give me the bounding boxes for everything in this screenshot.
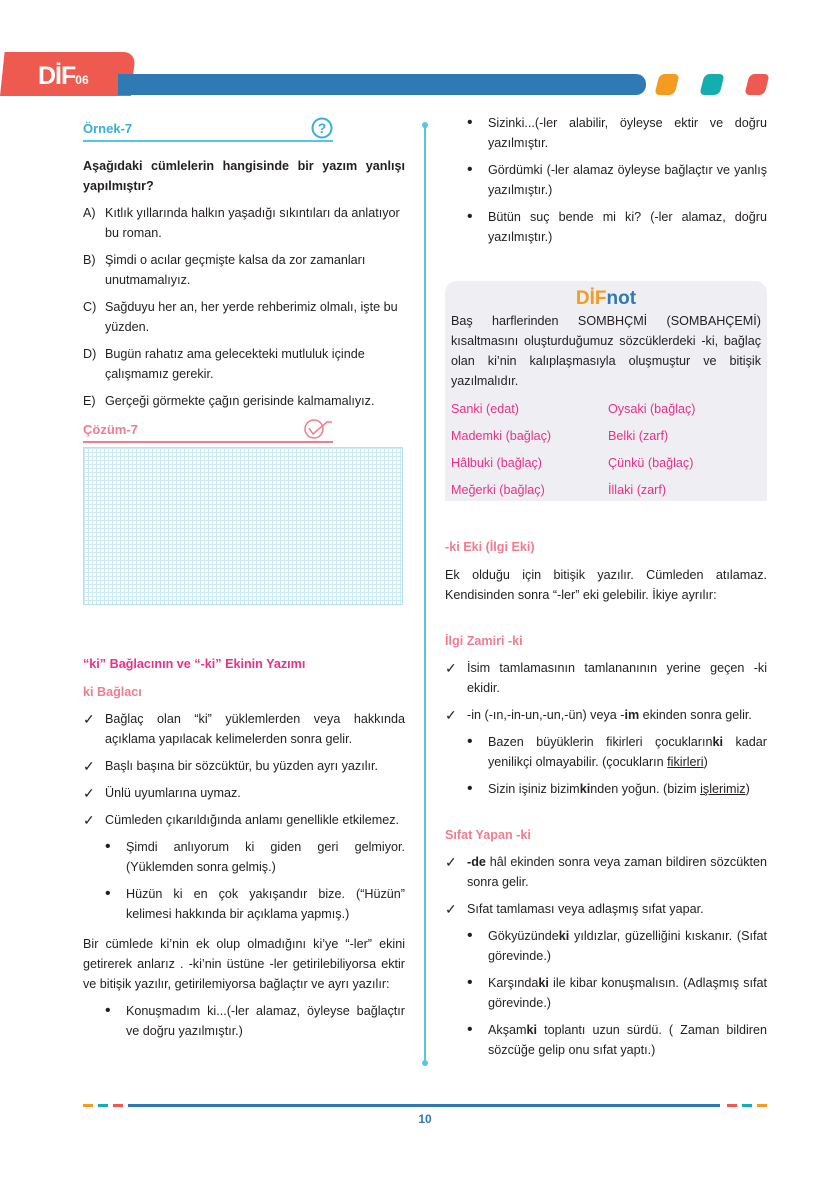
checkmark-icon: ✓: [445, 854, 457, 870]
ek-title: -ki Eki (İlgi Eki): [445, 540, 535, 554]
bullet-item: • Bazen büyüklerin fikirleri çocuklarınki kadar yenilikçi olmayabilir. (çocukların fikirleri): [445, 732, 767, 772]
bullet-icon: •: [105, 1002, 111, 1019]
ek-text: Ek olduğu için bitişik yazılır. Cümleden atılamaz. Kendisinden sonra “-ler” eki gelebilir. İkiye ayrılır:: [445, 568, 767, 602]
option-letter: A): [83, 206, 96, 220]
check-item-text: Cümleden çıkarıldığında anlamı genellikle etkilemez.: [105, 813, 400, 827]
footer-dash: [83, 1104, 93, 1107]
dif-logo: DİF06: [38, 62, 89, 90]
note-word: İllaki (zarf): [608, 483, 667, 497]
option-letter: E): [83, 394, 96, 408]
note-word: Hâlbuki (bağlaç): [451, 456, 542, 470]
example-title: Örnek-7: [83, 121, 133, 136]
column-divider: [424, 124, 426, 1064]
check-item: [83, 709, 405, 749]
paragraph: Bir cümlede ki’nin ek olup olmadığını ki’ye “-ler” ekini getirerek anlarız . -ki’nin üstüne -ler getirilebiliyorsa ektir ve bitişik yazılır, getirilemiyorsa bağlaçtır ve ayrı yazılır:: [83, 937, 405, 991]
bullet-item-text: Gördümki (-ler alamaz öyleyse bağlaçtır ve yanlış yazılmıştır.): [488, 163, 767, 197]
bullet-item: [445, 113, 767, 153]
svg-text:?: ?: [317, 120, 327, 136]
note-word: Çünkü (bağlaç): [608, 456, 694, 470]
bullet-icon: •: [467, 114, 473, 131]
checkmark-icon: ✓: [445, 707, 457, 723]
bullet-item: • Sizin işiniz bizimkinden yoğun. (bizim işlerimiz): [467, 780, 750, 797]
checkmark-icon: ✓: [83, 785, 95, 801]
note-word: Belki (zarf): [608, 429, 669, 443]
check-item: ✓ -de hâl ekinden sonra veya zaman bildiren sözcükten sonra gelir.: [445, 852, 767, 892]
answer-option: [83, 203, 405, 243]
solution-title: Çözüm-7: [83, 422, 138, 437]
answer-option-text: Bugün rahatız ama gelecekteki mutluluk içinde çalışmamız gerekir.: [105, 347, 365, 381]
bullet-icon: •: [467, 208, 473, 225]
dif-not-logo: DİFnot: [575, 288, 637, 309]
section-title: “ki” Bağlacının ve “-ki” Ekinin Yazımı: [83, 657, 306, 671]
checkmark-icon: ✓: [445, 660, 457, 676]
answer-option: [83, 250, 405, 290]
option-letter: C): [83, 300, 97, 314]
option-letter: B): [83, 253, 96, 267]
answer-option-text: Sağduyu her an, her yerde rehberimiz olmalı, işte bu yüzden.: [105, 300, 398, 334]
footer-dash: [98, 1104, 108, 1107]
solution-grid-area: [83, 447, 403, 605]
option-letter: D): [83, 347, 97, 361]
bullet-item-text: Şimdi anlıyorum ki giden geri gelmiyor. (Yüklemden sonra gelmiş.): [126, 840, 405, 874]
check-item: [83, 783, 405, 803]
bullet-icon: •: [467, 161, 473, 178]
check-item-text: Ünlü uyumlarına uymaz.: [105, 786, 241, 800]
note-word: Sanki (edat): [451, 402, 519, 416]
answer-option: [83, 297, 405, 337]
page-number: 10: [418, 1112, 432, 1126]
bullet-item: [445, 160, 767, 200]
checkmark-icon: ✓: [83, 758, 95, 774]
check-item: ✓ İsim tamlamasının tamlananının yerine geçen -ki ekidir.: [445, 658, 767, 698]
answer-option-text: Şimdi o acılar geçmişte kalsa da zor zamanları unutmamalıyız.: [105, 253, 366, 287]
checkmark-icon: ✓: [83, 812, 95, 828]
bullet-item: • Gökyüzündeki yıldızlar, güzelliğini kıskanır. (Sıfat görevinde.): [445, 926, 767, 966]
checkmark-icon: ✓: [83, 711, 95, 727]
bullet-item-text: Konuşmadım ki...(-ler alamaz, öyleyse bağlaçtır ve doğru yazılmıştır.): [126, 1004, 405, 1038]
dif-note-box: [445, 281, 767, 501]
teal-chip: [699, 74, 724, 95]
check-item-text: Başlı başına bir sözcüktür, bu yüzden ayrı yazılır.: [105, 759, 378, 773]
check-circle-icon: [303, 418, 333, 440]
bullet-item: [83, 884, 405, 924]
bullet-item-text: Sizinki...(-ler alabilir, öyleyse ektir ve doğru yazılmıştır.: [488, 116, 767, 150]
red-chip: [744, 74, 769, 95]
note-text: Baş harflerinden SOMBHÇMİ (SOMBAHÇEMİ) kısaltmasını oluşturduğumuz sözcüklerdeki -ki, bağlaç olan ki’nin kalıplaşmasıyla oluşmuştur ve bitişik yazılmalıdır.: [451, 314, 761, 388]
bullet-icon: •: [105, 885, 111, 902]
orange-chip: [654, 74, 679, 95]
answer-option-text: Gerçeği görmekte çağın gerisinde kalmamalıyız.: [105, 394, 375, 408]
answer-option: [83, 391, 405, 411]
check-item: [83, 756, 405, 776]
ki-section: [83, 654, 405, 1041]
footer-dash: [742, 1104, 752, 1107]
bullet-item: [83, 1001, 405, 1041]
checkmark-icon: ✓: [445, 901, 457, 917]
check-item: ✓ -in (-ın,-in-un,-un,-ün) veya -im ekinden sonra gelir.: [445, 707, 752, 723]
solution-header: [83, 421, 333, 443]
sifat-title: Sıfat Yapan -ki: [445, 828, 531, 842]
subsection-title: ki Bağlacı: [83, 685, 142, 699]
check-item: [83, 810, 405, 830]
ilgi-title: İlgi Zamiri -ki: [445, 634, 523, 648]
example-header: [83, 120, 333, 142]
note-word: Meğerki (bağlaç): [451, 483, 545, 497]
bullet-item: • Akşamki toplantı uzun sürdü. ( Zaman bildiren sözcüğe gelip onu sıfat yaptı.): [445, 1020, 767, 1060]
check-item: ✓ Sıfat tamlaması veya adlaşmış sıfat yapar.: [445, 901, 704, 917]
question-text: Aşağıdaki cümlelerin hangisinde bir yazım yanlışı yapılmıştır?: [83, 159, 405, 193]
note-word: Mademki (bağlaç): [451, 429, 552, 443]
bullet-icon: •: [467, 927, 473, 944]
example-section: [83, 120, 405, 443]
footer-dash: [727, 1104, 737, 1107]
footer-dash: [113, 1104, 123, 1107]
bullet-item-text: Hüzün ki en çok yakışandır bize. (“Hüzün” kelimesi hakkında bir açıklama yapmış.): [126, 887, 405, 921]
footer-dash: [757, 1104, 767, 1107]
bullet-icon: •: [467, 1021, 473, 1038]
note-word: Oysaki (bağlaç): [608, 402, 696, 416]
bullet-item-text: Bütün suç bende mi ki? (-ler alamaz, doğru yazılmıştır.): [488, 210, 767, 244]
bullet-icon: •: [467, 733, 473, 750]
bullet-icon: •: [467, 974, 473, 991]
header-bar: [118, 74, 646, 95]
bullet-item: • Karşındaki ile kibar konuşmalısın. (Adlaşmış sıfat görevinde.): [445, 973, 767, 1013]
bullet-icon: •: [105, 838, 111, 855]
answer-option: [83, 344, 405, 384]
bullet-icon: •: [467, 780, 473, 797]
question-icon: [311, 117, 333, 139]
bullet-item: [445, 207, 767, 247]
right-top-bullets: [445, 113, 767, 247]
ek-section: [445, 537, 767, 1060]
answer-option-text: Kıtlık yıllarında halkın yaşadığı sıkıntıları da anlatıyor bu roman.: [105, 206, 400, 240]
check-item-text: Bağlaç olan “ki” yüklemlerden veya hakkında açıklama yapılacak kelimelerden sonra gelir.: [105, 712, 405, 746]
bullet-item: [83, 837, 405, 877]
footer-line: [128, 1104, 720, 1107]
